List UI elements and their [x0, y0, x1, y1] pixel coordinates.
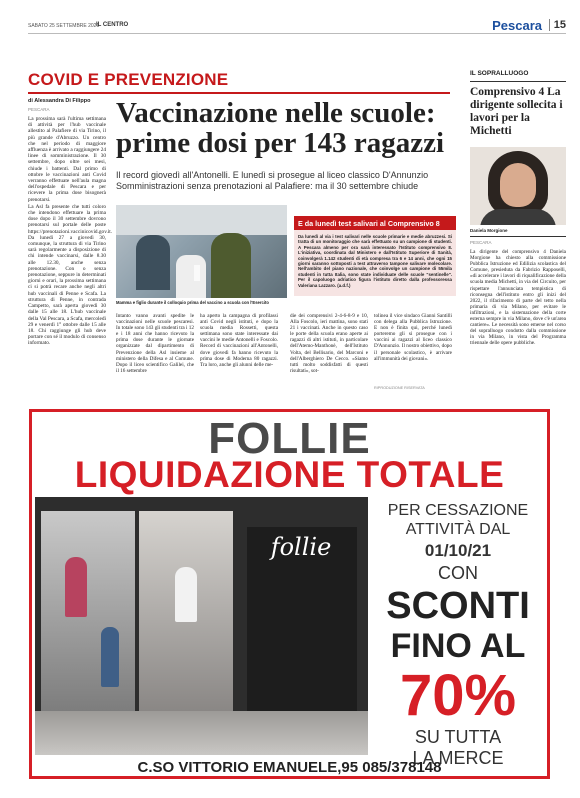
copyright-note: RIPRODUZIONE RISERVATA — [374, 386, 425, 390]
sidebar-dateline: PESCARA — [470, 240, 492, 245]
ad-sconti: SCONTI — [386, 585, 530, 627]
issue-date: SABATO 25 SETTEMBRE 2021 — [28, 23, 100, 29]
paragraph: La prossima sarà l'ultima settimana di attività per l'hub vaccinale allestito al Palafiere di via Tirino, il più grande d'Abruzzo. Un centro che nel periodo di maggiore affluenza è arrivato a raggiungere 24 linee di somministrazione. Il 30 settembre, dopo oltre sei mesi, chiude i battenti. Dal primo di ottobre le vaccinazioni anti Covid verranno effettuate nell'aula magna dell'ospedale di Pescara e per ricevere la prima dose bisognerà prenotarsi. — [28, 116, 106, 203]
section-title: COVID E PREVENZIONE — [28, 70, 229, 89]
portrait-photo — [470, 147, 566, 225]
box-text: Da lunedì al via i test salivari nelle scuole primarie e medie abruzzesi. Si tratta di un monitoraggio che sarà effettuato su un campione di studenti. A Pescara almeno per ora sarà interessato l'Istituto comprensivo 8. L'iniziativa, coordinata dal Ministero e dall'Istituto Superiore di Sanità, coinvolgerà 1.142 studenti di età compresa tra 6 e 14 anni, che ogni 15 giorni saranno sottoposti a test attraverso tampone salivare molecolare. Nell'ambito del piano nazionale, che coinvolge un campione di 55mila studenti in tutta Italia, sono state individuate delle scuole "sentinelle". Per il capoluogo adriatico figura l'istituto diretto dalla professoressa Valeriana Lazzaro. (a.d.f.) — [298, 234, 452, 288]
article-author: di Alessandra Di Filippo — [28, 98, 91, 104]
article-headline: Vaccinazione nelle scuole: prime dosi per 143 ragazzi — [116, 97, 445, 159]
ad-line: PER CESSAZIONE — [387, 502, 529, 519]
ad-line: SU TUTTA — [414, 727, 502, 747]
section-city: Pescara — [492, 18, 542, 33]
article-subheadline: Il record giovedì all'Antonelli. E lunedì si prosegue al liceo classico D'Annunzio Somministrazioni senza prenotazioni al Palafiere: ma il 30 settembre chiude — [116, 170, 429, 191]
ad-line: FINO AL — [390, 627, 526, 665]
article-column-1 — [28, 116, 113, 348]
vaccination-photo — [116, 205, 287, 298]
article-dateline: PESCARA — [28, 107, 50, 112]
page-header — [28, 18, 566, 34]
article-column-4: die dei comprensivi 2-4-6-8-9 e 10, Alla Foscolo, ieri mattina, sono stati 21 i vaccinati. Anche in questo caso le porte della scuola erano aperte ai ragazzi di altri istituti, in particolare dell'Atemo-Manthonè, dell'Istituto Volta, del Bellisario, del Marconi e dell'Alberghiero De Cecco. «Siamo tutti molto soddisfatti di questi risultati», sot- — [290, 313, 368, 374]
ad-brand: FOLLIE — [208, 414, 371, 463]
sidebar-title: Comprensivo 4 La dirigente sollecita i lavori per la Michetti — [470, 86, 563, 137]
newspaper-name: IL CENTRO — [96, 22, 129, 28]
sidebar-label: IL SOPRALLUOGO — [470, 70, 529, 77]
shop-sign: follie — [270, 533, 332, 561]
ad-line: LA MERCE — [412, 748, 504, 768]
section-divider — [28, 92, 450, 94]
sidebar-divider-2 — [470, 236, 566, 237]
photo-caption: Mamma e figlio durante il colloquio prima del vaccino a scuola con l'Esercito — [116, 300, 269, 305]
ad-line: ATTIVITÀ DAL — [405, 521, 511, 538]
article-column-2: Intanto vanno avanti spedite le vaccinazioni nelle scuole pescaresi. In totale sono 143 gli studenti tra i 12 e i 18 anni che hanno ricevuto la prima dose durante le giornate organizzate dal dipartimento di Prevenzione della Asl insieme al ministero della Difesa e al Comune. Dopo il liceo scientifico Galilei, che il 16 settembre — [116, 313, 194, 374]
ad-date: 01/10/21 — [424, 541, 492, 560]
page-number: 15 — [549, 19, 566, 31]
ad-offer — [372, 502, 544, 769]
ad-address: C.SO VITTORIO EMANUELE,95 085/378148 — [137, 759, 442, 776]
shop-photo — [35, 497, 368, 755]
ad-line: CON — [438, 563, 478, 583]
box-title: E da lunedì test salivari al Comprensivo 8 — [294, 216, 456, 230]
sidebar-divider — [470, 81, 566, 82]
article-column-3: ha aperto la campagna di profilassi anti Covid negli istituti, e dopo la scuola media Rossetti, questa settimana sono state interessate dai vaccini le medie Antonelli e Foscolo. Record di vaccinazioni all'Antonelli, dove giovedì fa hanno ricevuto la prima dose di Moderna 80 ragazzi. Tra loro, anche gli alunni delle me- — [200, 313, 278, 368]
article-column-5: tolinea il vice sindaco Gianni Santilli con delega alla Pubblica Istruzione. E non è finita qui, perché lunedì porteremo gli si prosegue con i vaccini ai ragazzi al liceo classico D'Annunzio. Il nostro obiettivo, dopo il personale scolastico, è arrivare all'immunità dei giovani». — [374, 313, 452, 362]
paragraph: La Asl fa presente che tutti coloro che intendono effettuare la prima dose dopo il 30 settembre dovrono prenotarsi sul portale delle poste https://prenotazioni.vaccinicovid.gov.it. Da lunedì 27 a giovedì 30, comunque, la struttura di via Tirino sarà regolarmente a disposizione di chi intende vaccinarsi, dalle 8.30 alle 12.30, anche senza prenotazione. Con o senza prenotazione, seppure in determinati giorni e orari, la prossima settimana ci si potrà recare anche negli altri hub vaccinali di Penne e Scafa. La struttura di Penne, in contrada Campetto, sarà aperta giovedì 30 dalle 15 alle 18. L'hub vaccinale della Val Pescara, a Scafa, mercoledì 29 e venerdì 1° ottobre dalle 15 alle 18. Chi raggiunge gli hub deve portare con sé il modulo di consenso informato. — [28, 203, 113, 347]
ad-headline: LIQUIDAZIONE TOTALE — [74, 454, 505, 495]
sidebar-text: La dirigente del comprensivo 4 Daniela Morgione ha chiesto alla commissione Pubblica Istruzione ed Edilizia scolastica del Comune, presieduta da Fabrizio Rapposelli, «di accelerare i lavori di riqualificazione della scuola media Michetti, in via del Circuito, per rispettare l'annunciata tempistica di riconsegna dell'istituto entro gli inizi del 2022, il rifacimento di parte del tetto nella primaria di via Milano, per evitare le infiltrazioni, e la sistemazione della corte esterna sempre in via Milano, dove c'è un'area cantiere». Le necessità sono emerse nel corso del sopralluogo condotto dalla commissione in via Milano, in vista del Programma triennale delle opere pubbliche. — [470, 249, 566, 347]
ad-discount: 70% — [399, 663, 517, 728]
portrait-caption: Daniela Morgione — [470, 228, 508, 233]
